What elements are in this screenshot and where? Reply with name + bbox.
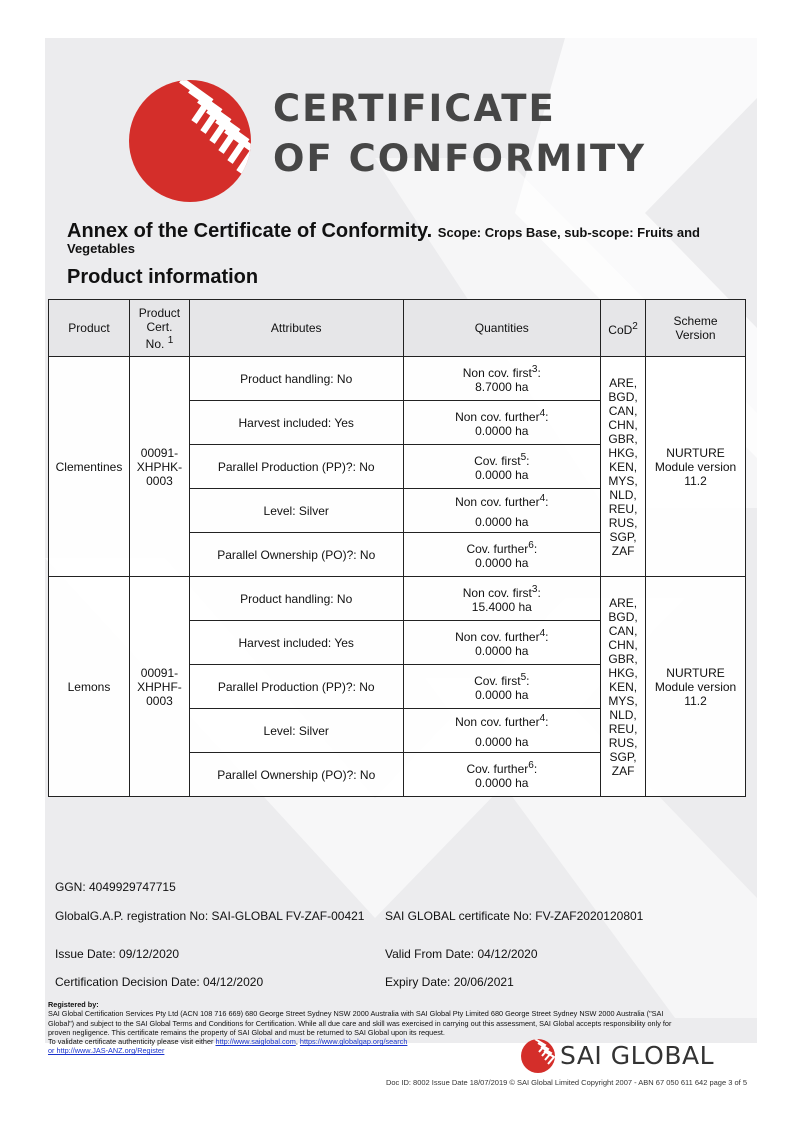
quantity-cell: Non cov. first$^3$: 15.4000 ha: [403, 577, 601, 621]
quantity-cell: Cov. first$^5$: 0.0000 ha: [403, 445, 601, 489]
registration-line-2: Global") and subject to the SAI Global Terms and Conditions for Certification. While all due care and skill was exercised in carrying out this assessment, SAI Global accepts responsibility only for: [48, 1018, 672, 1028]
quantity-footnote: 5: [520, 672, 527, 683]
saiglobal-link[interactable]: http://www.saiglobal.com: [215, 1037, 296, 1047]
quantity-label: Non cov. first: [462, 366, 532, 380]
valid-from-date: Valid From Date: 04/12/2020: [385, 947, 538, 961]
title-line-2: OF CONFORMITY: [273, 137, 647, 180]
scheme-version-part: 11.2: [684, 693, 707, 708]
attribute-cell: Harvest included: Yes: [189, 621, 403, 665]
quantity-footnote: 3: [531, 364, 538, 375]
attribute-cell: Product handling: No: [189, 357, 403, 401]
scheme-version: [646, 577, 746, 797]
header-scheme-line-1: Scheme: [673, 314, 718, 328]
quantity-value: 0.0000 ha: [475, 556, 529, 570]
attribute-cell: Parallel Ownership (PO)?: No: [189, 753, 403, 797]
registration-line-3: proven negligence. This certificate remains the property of SAI Global and must be returned to SAI Global upon its request.: [48, 1027, 445, 1037]
quantity-cell: Non cov. further$^4$: 0.0000 ha: [403, 621, 601, 665]
certification-decision-date: Certification Decision Date: 04/12/2020: [55, 975, 264, 989]
product-cert-number: [129, 577, 189, 797]
header-attributes: Attributes: [189, 300, 403, 357]
attribute-cell: Parallel Production (PP)?: No: [189, 445, 403, 489]
quantity-value: 0.0000 ha: [475, 776, 529, 790]
certificate-title: [273, 84, 646, 184]
quantity-label: Cov. further: [466, 762, 529, 776]
cod-country: HKG,: [608, 665, 638, 680]
scheme-version: [646, 357, 746, 577]
ggn-number: GGN: 4049929747715: [55, 880, 176, 894]
registration-line-1: SAI Global Certification Services Pty Ltd (ACN 108 716 669) 680 George Street Sydney NSW 2000 Australia with SAI Global Pty Limited 680 George Street Sydney NSW 2000 Australia ("SAI: [48, 1009, 664, 1019]
quantity-label: Non cov. first: [462, 586, 532, 600]
cod-country: SGP,: [609, 749, 637, 764]
cert-number-part: 0003: [146, 473, 173, 488]
quantity-value: 8.7000 ha: [475, 380, 529, 394]
quantity-value: 0.0000 ha: [475, 688, 529, 702]
quantity-label: Non cov. further: [455, 410, 540, 424]
cod-country-list: [601, 577, 646, 797]
validate-prefix: To validate certificate authenticity please visit either: [48, 1037, 216, 1047]
annex-scope-continued: Vegetables: [67, 241, 135, 256]
quantity-footnote: 4: [539, 493, 546, 504]
certificate-logo-icon: [123, 78, 257, 202]
cod-country: BGD,: [608, 609, 638, 624]
issue-date: Issue Date: 09/12/2020: [55, 947, 180, 961]
document-footer: Doc ID: 8002 Issue Date 18/07/2019 © SAI Global Limited Copyright 2007 - ABN 67 050 611 642 page 3 of 5: [385, 1078, 747, 1087]
cod-country: KEN,: [609, 459, 638, 474]
annex-title: Annex of the Certificate of Conformity.: [67, 220, 433, 242]
cod-country: REU,: [608, 501, 638, 516]
globalgap-registration: GlobalG.A.P. registration No: SAI-GLOBAL FV-ZAF-00421: [55, 909, 365, 923]
cod-country-list: [601, 357, 646, 577]
cert-number-part: XHPHK-: [136, 459, 183, 474]
title-line-1: CERTIFICATE: [273, 87, 556, 130]
cod-country: MYS,: [608, 473, 638, 488]
quantity-label: Cov. further: [466, 542, 529, 556]
cod-country: NLD,: [609, 487, 637, 502]
quantity-value: 0.0000 ha: [475, 644, 529, 658]
quantity-footnote: 6: [528, 760, 534, 771]
product-name: Clementines: [49, 357, 130, 577]
header-scheme-version: [646, 300, 746, 357]
quantity-cell: Non cov. further$^4$: 0.0000 ha: [403, 401, 601, 445]
attribute-cell: Harvest included: Yes: [189, 401, 403, 445]
quantity-footnote: 4: [539, 628, 546, 639]
product-name: Lemons: [49, 577, 130, 797]
header-cert-line-2: Cert.: [146, 319, 173, 334]
cod-country: CAN,: [608, 403, 638, 418]
scheme-version-part: NURTURE: [666, 665, 725, 680]
scheme-version-part: NURTURE: [666, 445, 725, 460]
cod-country: SGP,: [609, 529, 637, 544]
attribute-cell: Parallel Production (PP)?: No: [189, 665, 403, 709]
cod-country: ARE,: [609, 595, 638, 610]
header-cert-line-1: Product: [138, 305, 181, 320]
quantity-value: 15.4000 ha: [471, 600, 532, 614]
cod-country: BGD,: [608, 389, 638, 404]
quantity-footnote: 3: [531, 584, 538, 595]
jas-anz-register-link[interactable]: or http://www.JAS-ANZ.org/Register: [48, 1046, 165, 1056]
cod-country: KEN,: [609, 679, 638, 694]
scheme-version-part: 11.2: [684, 473, 707, 488]
quantity-cell: Non cov. first$^3$: 8.7000 ha: [403, 357, 601, 401]
quantity-label: Non cov. further: [455, 715, 540, 729]
cod-country: REU,: [608, 721, 638, 736]
quantity-label: Cov. first: [474, 674, 521, 688]
cod-country: GBR,: [608, 651, 638, 666]
cert-number-part: 00091-: [140, 445, 179, 460]
quantity-footnote: 6: [528, 540, 534, 551]
table-header-row: [49, 300, 746, 357]
cod-country: ZAF: [611, 543, 635, 558]
cod-country: CAN,: [608, 623, 638, 638]
expiry-date: Expiry Date: 20/06/2021: [385, 975, 514, 989]
quantity-cell: Non cov. further$^4$: 0.0000 ha: [403, 489, 601, 533]
quantity-footnote: 5: [520, 452, 527, 463]
cert-number-part: 00091-: [140, 665, 179, 680]
cod-country: RUS,: [608, 735, 638, 750]
section-title: Product information: [67, 266, 259, 288]
sai-certificate-number: SAI GLOBAL certificate No: FV-ZAF2020120801: [385, 909, 644, 923]
cod-country: GBR,: [608, 431, 638, 446]
quantity-label: Non cov. further: [455, 630, 540, 644]
quantity-value: 0.0000 ha: [475, 735, 529, 749]
product-table-body: [49, 357, 746, 797]
table-row: [49, 577, 746, 621]
quantity-footnote: 4: [539, 408, 546, 419]
globalgap-search-link[interactable]: https://www.globalgap.org/search: [299, 1037, 408, 1047]
cod-country: ARE,: [609, 375, 638, 390]
registration-heading: Registered by:: [48, 1000, 99, 1009]
sai-global-logo-icon: [520, 1038, 556, 1074]
product-cert-number: [129, 357, 189, 577]
header-product: Product: [49, 300, 130, 357]
cod-country: HKG,: [608, 445, 638, 460]
quantity-value: 0.0000 ha: [475, 515, 529, 529]
attribute-cell: Product handling: No: [189, 577, 403, 621]
attribute-cell: Parallel Ownership (PO)?: No: [189, 533, 403, 577]
cod-country: CHN,: [608, 637, 638, 652]
cod-country: RUS,: [608, 515, 638, 530]
scheme-version-part: Module version: [654, 679, 737, 694]
quantity-label: Cov. first: [474, 454, 521, 468]
link-separator: ,: [295, 1037, 300, 1047]
header-cert-no: [129, 300, 189, 357]
header-quantities: Quantities: [403, 300, 601, 357]
quantity-value: 0.0000 ha: [475, 424, 529, 438]
table-row: [49, 357, 746, 401]
attribute-cell: Level: Silver: [189, 489, 403, 533]
header-scheme-line-2: Version: [675, 328, 716, 342]
sai-global-logo: [520, 1038, 750, 1076]
scheme-version-part: Module version: [654, 459, 737, 474]
cert-number-part: 0003: [146, 693, 173, 708]
product-table: [48, 299, 746, 797]
quantity-cell: Cov. further$^6$: 0.0000 ha: [403, 753, 601, 797]
header-cod: [601, 300, 646, 357]
quantity-footnote: 4: [539, 713, 546, 724]
quantity-label: Non cov. further: [455, 495, 540, 509]
quantity-cell: Non cov. further$^4$: 0.0000 ha: [403, 709, 601, 753]
cod-country: ZAF: [611, 763, 635, 778]
cod-country: NLD,: [609, 707, 637, 722]
cod-country: CHN,: [608, 417, 638, 432]
header-cert-line-3: No.: [145, 336, 165, 351]
cod-country: MYS,: [608, 693, 638, 708]
cert-number-part: XHPHF-: [137, 679, 182, 694]
header-cod-label: CoD: [608, 322, 633, 337]
header-cod-footnote: 2: [632, 320, 638, 332]
header-cert-footnote: 1: [167, 334, 174, 346]
quantity-value: 0.0000 ha: [475, 468, 529, 482]
sai-global-wordmark: SAI GLOBAL: [560, 1041, 715, 1070]
attribute-cell: Level: Silver: [189, 709, 403, 753]
quantity-cell: Cov. first$^5$: 0.0000 ha: [403, 665, 601, 709]
annex-heading: [67, 219, 747, 257]
annex-scope: Scope: Crops Base, sub-scope: Fruits and: [437, 225, 700, 240]
quantity-cell: Cov. further$^6$: 0.0000 ha: [403, 533, 601, 577]
